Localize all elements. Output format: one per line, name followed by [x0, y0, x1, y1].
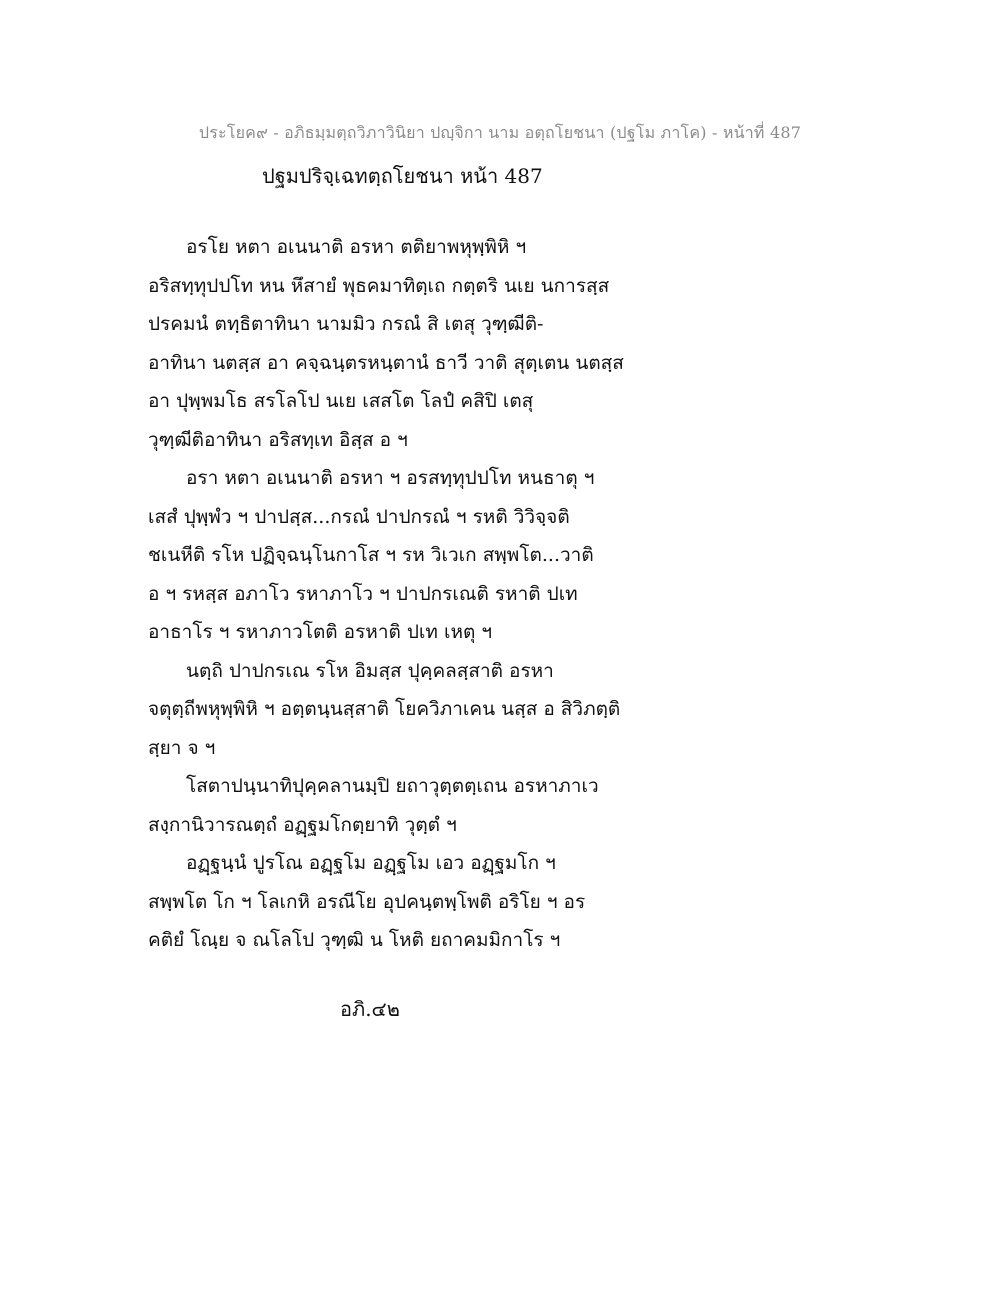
text-line: คติยํ โณฺย จ ณโลโป วุฑฺฒิ น โหติ ยถาคมมิกาโร ฯ [148, 929, 561, 951]
text-line: สพฺพโต โก ฯ โลเกหิ อรณีโย อุปคนฺตพฺโพติ อริโย ฯ อร [148, 890, 586, 913]
text-line: อาธาโร ฯ รหาภาวโตติ อรหาติ ปเท เหตุ ฯ [148, 621, 493, 643]
text-line: สฺยา จ ฯ [148, 736, 216, 759]
text-line: อ ฯ รหสฺส อภาโว รหาภาโว ฯ ปาปกรเณติ รหาติ ปเท [148, 582, 578, 605]
text-line: โสตาปนฺนาทิปุคฺคลานมฺปิ ยถาวุตฺตตฺเถน อรหาภาเว [186, 775, 599, 797]
text-line: จตุตฺถีพหุพฺพิหิ ฯ อตฺตนฺนสฺสาติ โยควิภาเคน นสฺส อ สิวิภตฺติ [148, 698, 621, 720]
text-line: ชเนหีติ รโห ปฏิจฺฉนฺโนกาโส ฯ รห วิเวเก สพฺพโต...วาติ [148, 544, 594, 566]
text-line: เสสํ ปุพฺพํว ฯ ปาปสฺส...กรณํ ปาปกรณํ ฯ รหติ วิวิจฺจติ [148, 505, 570, 528]
text-line: อาทินา นตสฺส อา คจฺฉนฺตรหนฺตานํ ธาวี วาติ สุตฺเตน นตสฺส [148, 351, 624, 374]
text-line: นตฺถิ ปาปกรเณ รโห อิมสฺส ปุคฺคลสฺสาติ อรหา [186, 659, 554, 682]
text-line: อรโย หตา อเนนาติ อรหา ตติยาพหุพฺพิหิ ฯ [186, 236, 527, 258]
body-text [148, 228, 668, 960]
text-line: อริสทฺทุปปโท หน หึสายํ พุธคมาทิตฺเถ กตฺตริ นเย นการสฺส [148, 274, 610, 297]
text-line: ปรคมนํ ตทฺธิตาทินา นามมิว กรณํ สิ เตสุ วุฑฺฒีติ- [148, 313, 544, 335]
text-line: อฏฺฐนฺนํ ปูรโณ อฏฺฐโม อฏฺฐโม เอว อฏฺฐมโก ฯ [186, 852, 556, 874]
text-line: อรา หตา อเนนาติ อรหา ฯ อรสทฺทุปปโท หนธาตุ ฯ [186, 467, 595, 489]
page-signature: อภิ.๔๒ [340, 997, 400, 1021]
running-header: ประโยค๙ - อภิธมฺมตฺถวิภาวินิยา ปญฺจิกา นาม อตฺถโยชนา (ปฐโม ภาโค) - หน้าที่ 487 [198, 123, 802, 142]
section-title: ปฐมปริจฺเฉทตฺถโยชนา หน้า 487 [262, 164, 543, 188]
text-line: สงฺกานิวารณตฺถํ อฏฺฐมโกตฺยาทิ วุตฺตํ ฯ [148, 813, 457, 836]
text-line: อา ปุพฺพมโธ สรโลโป นเย เสสโต โลปํ คสิปิ เตสุ [148, 390, 534, 412]
text-line: วุฑฺฒีติอาทินา อริสทฺเท อิสฺส อ ฯ [148, 428, 408, 451]
